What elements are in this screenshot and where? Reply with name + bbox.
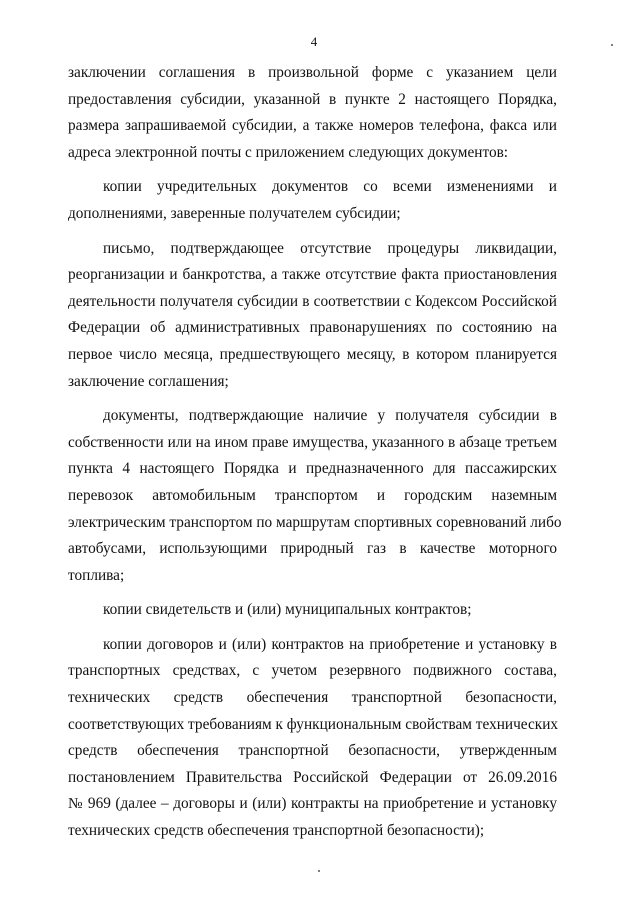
paragraph [68, 632, 557, 845]
paragraph [68, 236, 557, 396]
text-line: реорганизации и банкротства, а также отсутствие факта приостановления [68, 266, 557, 284]
text-line: постановлением Правительства Российской Федерации от 26.09.2016 [68, 768, 557, 786]
text-line: № 969 (далее – договоры и (или) контракты на приобретение и установку [68, 795, 557, 813]
text-line: технических средств обеспечения транспортной безопасности, [68, 689, 557, 707]
text-line: пункта 4 настоящего Порядка и предназначенного для пассажирских [68, 460, 557, 478]
scan-speck [318, 870, 320, 872]
text-line: деятельности получателя субсидии в соответствии с Кодексом Российской [68, 292, 557, 310]
text-line: перевозок автомобильным транспортом и городским наземным [68, 486, 557, 504]
scan-speck [611, 44, 613, 46]
text-line: средств обеспечения транспортной безопасности, утвержденным [68, 742, 557, 760]
text-line: предоставления субсидии, указанной в пункте 2 настоящего Порядка, [68, 90, 557, 108]
document-body [68, 60, 562, 845]
text-line: адреса электронной почты с приложением следующих документов: [68, 143, 509, 161]
paragraph [68, 60, 557, 166]
text-line: дополнениями, заверенные получателем субсидии; [68, 204, 401, 222]
text-line: заключении соглашения в произвольной форме с указанием цели [68, 64, 557, 81]
text-line: автобусами, использующими природный газ в качестве моторного [68, 540, 557, 558]
paragraph [68, 403, 562, 589]
text-line: заключение соглашения; [68, 372, 229, 390]
page-number: 4 [310, 34, 318, 49]
text-line: собственности или на ином праве имущества, указанного в абзаце третьем [68, 433, 557, 451]
paragraph [68, 597, 557, 624]
text-line: письмо, подтверждающее отсутствие процедуры ликвидации, [103, 239, 557, 257]
text-line: транспортных средствах, с учетом резервного подвижного состава, [68, 662, 557, 680]
text-line: Федерации об административных правонарушениях по состоянию на [68, 319, 557, 337]
text-line: технических средств обеспечения транспортной безопасности); [68, 822, 485, 840]
text-line: электрическим транспортом по маршрутам спортивных соревнований либо [68, 513, 562, 531]
text-line: копии договоров и (или) контрактов на приобретение и установку в [103, 635, 557, 653]
paragraph [68, 174, 557, 227]
text-line: копии свидетельств и (или) муниципальных контрактов; [103, 601, 472, 619]
text-line: копии учредительных документов со всеми изменениями и [103, 178, 557, 196]
text-line: размера запрашиваемой субсидии, а также номеров телефона, факса или [68, 117, 557, 135]
text-line: топлива; [68, 566, 125, 584]
text-line: соответствующих требованиям к функциональным свойствам технических [68, 715, 559, 733]
text-line: документы, подтверждающие наличие у получателя субсидии в [103, 407, 557, 425]
text-line: первое число месяца, предшествующего месяцу, в котором планируется [68, 345, 557, 363]
